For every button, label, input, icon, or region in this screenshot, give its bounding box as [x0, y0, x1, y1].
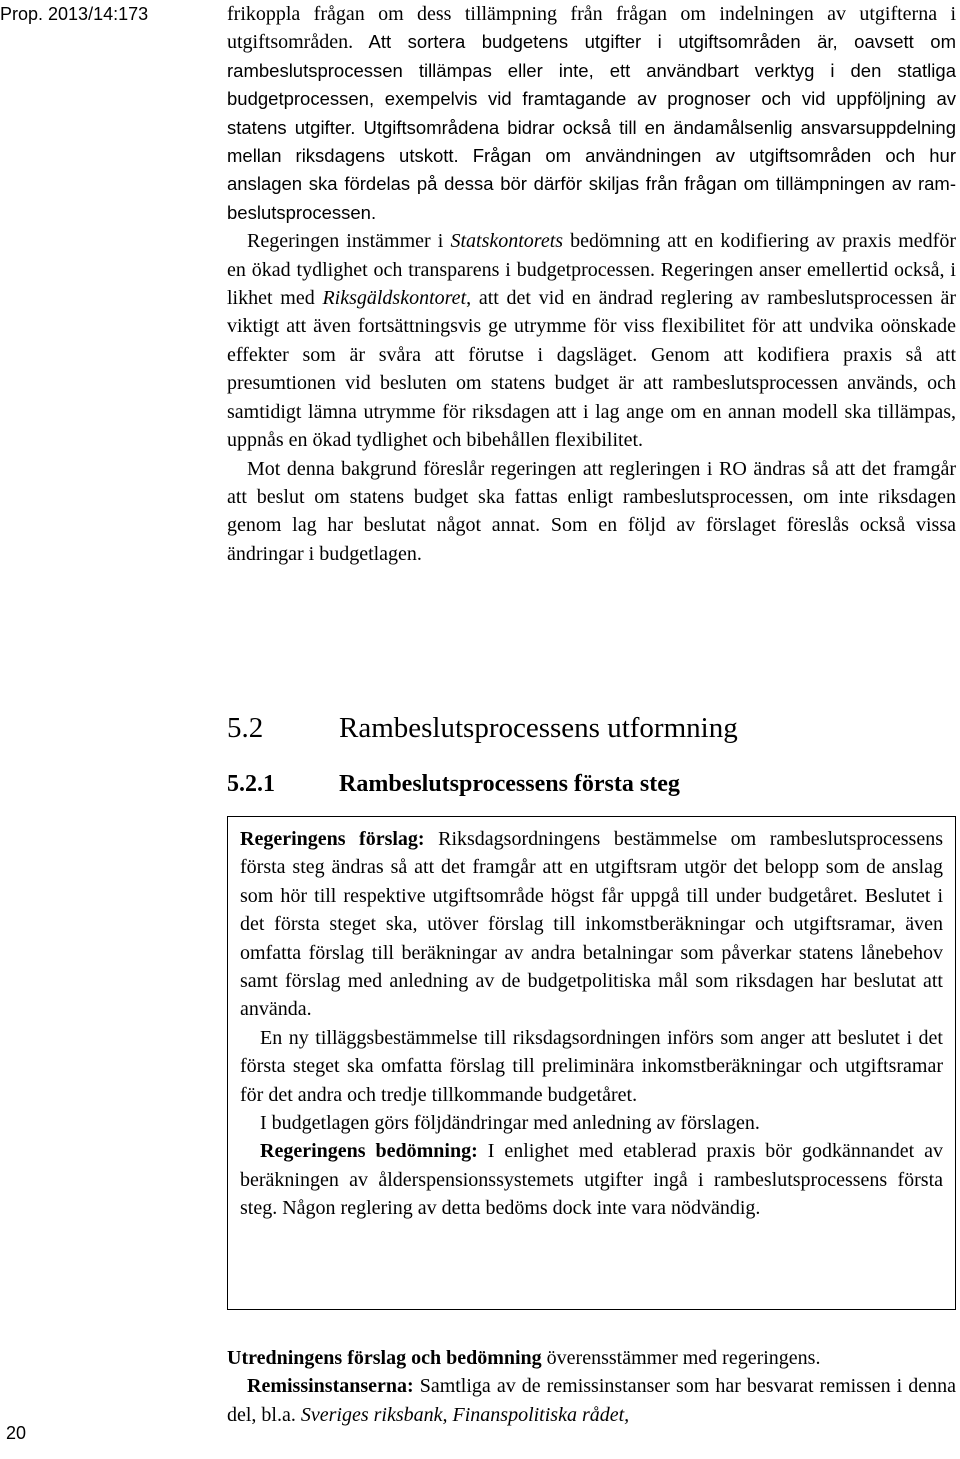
page-number: 20 [6, 1423, 27, 1443]
intro-paragraph-2: Regeringen instämmer i Statskontorets bedömning att en kodifiering av praxis medför en ökad tydlighet och transparens i budgetprocessen. Regeringen anser emellertid också, i likhet med Riksgäldskontoret, att det vid en ändrad reglering av rambeslutsprocessen är viktigt att även fortsättningsvis ge utrymme för viss flexibilitet för att undvika oönskade effekter som är svåra att förutse i dagsläget. Genom att kodifiera praxis så att presumtionen vid besluten om statens budget är att rambeslutsprocessen används, och samtidigt lämna utrymme för riksdagen att i lag ange om en annan modell ska tillämpas, uppnås en ökad tydlighet och bibehållen flexibilitet. [227, 230, 957, 452]
budget-law-paragraph: I budgetlagen görs följdändringar med anledning av förslagen. [260, 1112, 760, 1135]
section-number: 5.2 [227, 712, 264, 744]
referral-paragraph: Remissinstanserna: Samtliga av de remissinstanser som har besvarat remissen i denna del, bl.a. Sveriges riksbank, Finanspolitiska rådet, [227, 1375, 956, 1426]
proposal-label: Regeringens förslag: [240, 828, 425, 850]
government-proposal-box [227, 816, 956, 1310]
intro-text [227, 0, 956, 568]
referral-label: Remissinstanserna: [247, 1375, 414, 1398]
after-box-text [227, 1344, 956, 1429]
subsection-number: 5.2.1 [227, 771, 275, 797]
proposal-paragraph: Regeringens förslag: Riksdagsordningens bestämmelse om rambeslutsprocessens första steg ändras så att det framgår att en utgiftsram utgör det belopp som de anslag som hör till respektive utgiftsområde högst får uppgå till under budgetåret. Beslutet i det första steget ska, utöver förslag till inkomstberäkningar och utgiftsramar, även omfatta förslag till beräkningar av andra betalningar som påverkar statens lånebehov samt förslag med anledning av de budgetpolitiska mål som riksdagen har beslutat att använda. [240, 828, 943, 1021]
assessment-label: Regeringens bedömning: [260, 1140, 478, 1163]
section-heading [227, 712, 738, 745]
statskontoret-reference: Statskontorets [450, 230, 564, 253]
subsection-title: Rambeslutsprocessens första steg [339, 771, 680, 797]
intro-paragraph-1: frikoppla frågan om dess tillämpning från frågan om indelningen av utgifterna i utgiftsområden. Att sortera budgetens utgifter i utgiftsområden är, oavsett om rambeslutsprocessen tillämpas eller inte, ett användbart verktyg i den statliga budgetprocessen, exempelvis vid framtagande av prognoser och vid uppföljning av statens utgifter. Utgiftsområdena bidrar också till en ändamålsenlig ansvarsuppdelning mellan riksdagens utskott. Frågan om användningen av utgiftsområden och hur anslagen ska fördelas på dessa bör därför skiljas från frågan om tillämpningen av rambeslutsprocessen. [227, 3, 956, 223]
riksgaldskontoret-reference: Riksgäldskontoret [322, 287, 467, 310]
addition-paragraph: En ny tilläggsbestämmelse till riksdagsordningen införs som anger att beslutet i det första steget ska omfatta förslag till preliminära inkomstberäkningar och utgiftsramar för det andra och tredje tillkommande budgetåret. [240, 1026, 943, 1106]
referral-bodies: Sveriges riksbank, Finanspolitiska rådet, [300, 1403, 630, 1426]
inquiry-label: Utredningens förslag och bedömning [227, 1347, 542, 1369]
assessment-paragraph: Regeringens bedömning: I enlighet med etablerad praxis bör godkännandet av beräkningen av ålderspensionssystemets utgifter ingå i rambeslutsprocessens första steg. Någon reglering av detta bedöms dock inte vara nödvändig. [240, 1140, 943, 1220]
section-title: Rambeslutsprocessens utformning [339, 712, 738, 744]
proposition-reference: Prop. 2013/14:173 [0, 4, 149, 24]
inquiry-paragraph: Utredningens förslag och bedömning överensstämmer med regeringens. [227, 1347, 821, 1369]
intro-paragraph-3: Mot denna bakgrund föreslår regeringen att regleringen i RO ändras så att det framgår att beslut om statens budget ska fattas enligt rambeslutsprocessen, om inte riksdagen genom lag har beslutat något annat. Som en följd av förslaget föreslås också vissa ändringar i budgetlagen. [227, 457, 956, 565]
subsection-heading [227, 771, 680, 798]
